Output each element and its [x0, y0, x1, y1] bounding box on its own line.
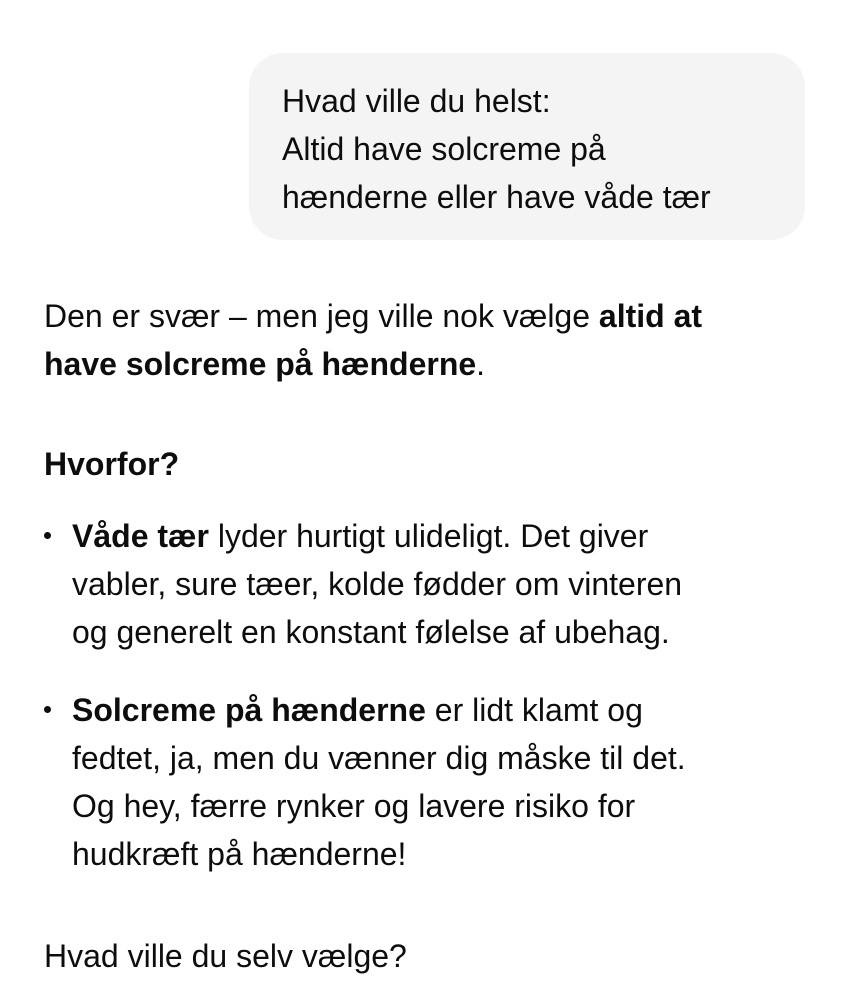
user-message-bubble [249, 53, 805, 240]
list-item [44, 512, 834, 656]
user-message-line: Altid have solcreme på [282, 131, 606, 167]
bullet-text: Og hey, færre rynker og lavere risiko for [72, 788, 636, 824]
bullet-text: hudkræft på hænderne! [72, 836, 407, 872]
assistant-intro [44, 292, 834, 388]
intro-emphasis-continued: have solcreme på hænderne [44, 346, 477, 382]
user-message-line: hænderne eller have våde tær [282, 179, 711, 215]
reason-list [44, 512, 834, 878]
list-item [44, 686, 834, 878]
bullet-text: lyder hurtigt ulideligt. Det giver [208, 518, 649, 554]
bullet-text: vabler, sure tæer, kolde fødder om vinteren [72, 566, 683, 602]
user-message-line: Hvad ville du helst: [282, 83, 551, 119]
intro-emphasis: altid at [598, 298, 703, 334]
bullet-bold: Solcreme på hænderne [72, 692, 426, 728]
bullet-text: fedtet, ja, men du vænner dig måske til det. [72, 740, 686, 776]
bullet-dot-icon [44, 706, 51, 713]
bullet-text: og generelt en konstant følelse af ubehag. [72, 614, 670, 650]
intro-line-2 [44, 340, 834, 388]
section-heading: Hvorfor? [44, 446, 180, 482]
bullet-dot-icon [44, 532, 51, 539]
closing-question: Hvad ville du selv vælge? [44, 938, 407, 974]
intro-text: Den er svær – men jeg ville nok vælge [44, 298, 599, 334]
bullet-text: er lidt klamt og [425, 692, 643, 728]
assistant-message [44, 292, 834, 974]
intro-period: . [476, 346, 486, 382]
intro-line-1 [44, 292, 834, 340]
bullet-bold: Våde tær [72, 518, 209, 554]
